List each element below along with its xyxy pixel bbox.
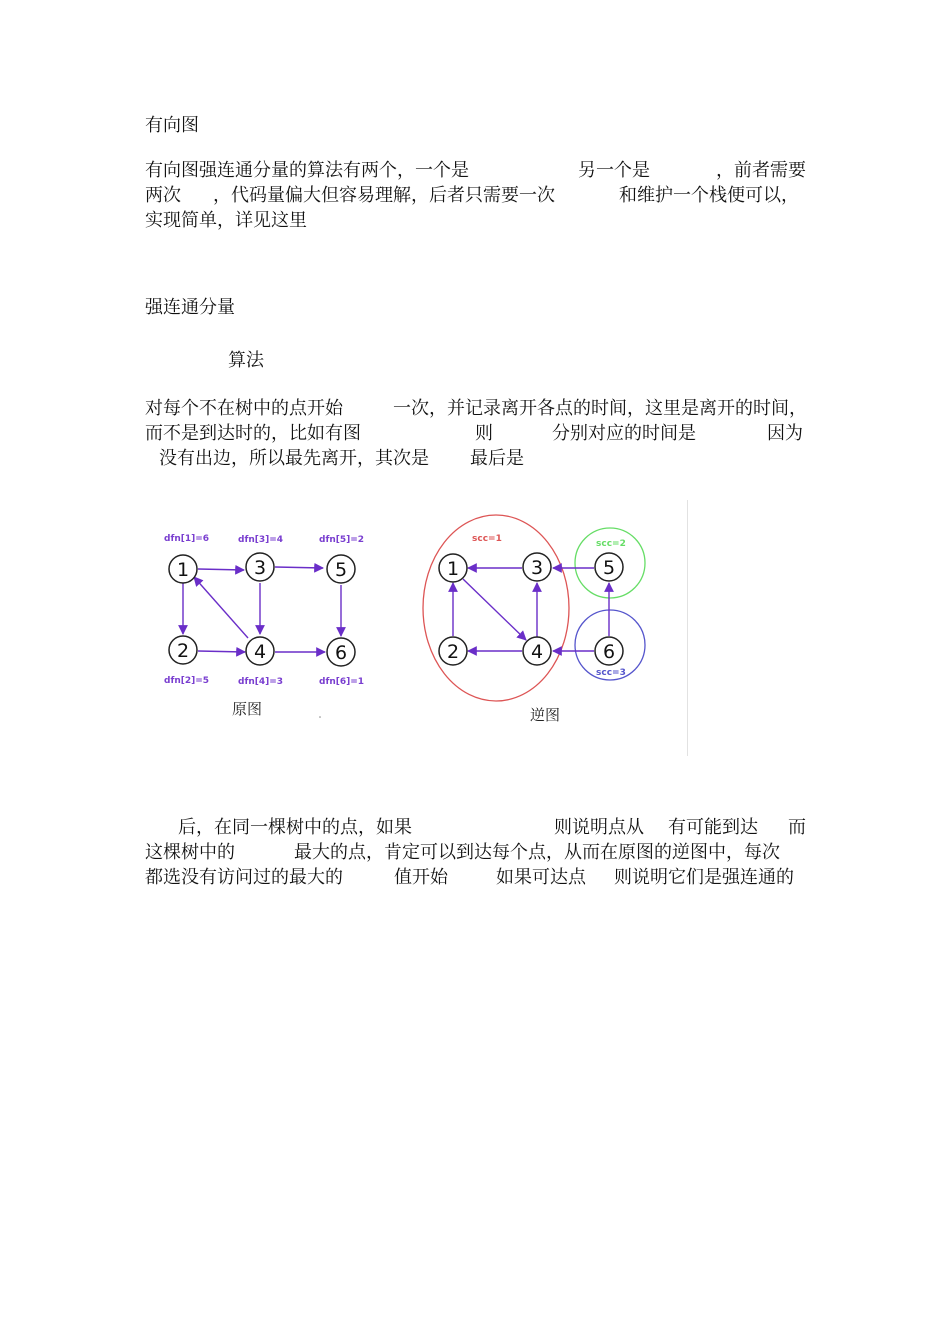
heading-scc: 强连通分量 [145, 297, 235, 318]
edge-3-5 [275, 567, 323, 568]
para2-line1-a: 对每个不在树中的点开始 [145, 398, 343, 419]
para2-line2-c: 分别对应的时间是 [552, 423, 696, 444]
para3-line2-a: 这棵树中的 [145, 842, 235, 863]
dfn-label-4: dfn[4]=3 [238, 677, 284, 687]
svg-text:6: 6 [602, 641, 616, 663]
node-3 [246, 553, 274, 581]
rnode-3 [523, 553, 551, 581]
heading-directed-graph: 有向图 [145, 115, 199, 136]
para2-line3-a: 没有出边，所以最先离开，其次是 [159, 448, 429, 469]
node-1 [169, 555, 197, 583]
para3-line3-c: 如果可达点 [496, 867, 586, 888]
svg-text:4: 4 [530, 641, 544, 663]
svg-text:5: 5 [334, 559, 348, 581]
rnode-6 [595, 637, 623, 665]
node-6 [327, 638, 355, 666]
para1-line2-a: 两次 [145, 185, 181, 206]
svg-text:3: 3 [253, 557, 267, 579]
redge-1-4 [463, 579, 526, 640]
para3-line1-a: 后，在同一棵树中的点，如果 [178, 817, 412, 838]
para3-line1-c: 有可能到达 [668, 817, 758, 838]
para2-line3-b: 最后是 [470, 448, 524, 469]
para3-line3-a: 都选没有访问过的最大的 [145, 867, 343, 888]
node-5 [327, 555, 355, 583]
para3-line1-b: 则说明点从 [554, 817, 644, 838]
para3-line3-d: 则说明它们是强连通的 [614, 867, 794, 888]
svg-text:4: 4 [253, 641, 267, 663]
rnode-4 [523, 637, 551, 665]
rnode-1 [439, 554, 467, 582]
node-2 [169, 636, 197, 664]
scc-label-1: scc=1 [472, 534, 502, 544]
heading-algorithm: 算法 [228, 350, 264, 371]
para1-line3: 实现简单，详见这里 [145, 210, 307, 231]
para2-line1-b: 一次，并记录离开各点的时间，这里是离开的时间， [393, 398, 807, 419]
edge-1-3 [198, 569, 244, 570]
svg-text:3: 3 [530, 557, 544, 579]
svg-text:1: 1 [446, 558, 460, 580]
para1-line2-c: 和维护一个栈便可以， [619, 185, 799, 206]
reverse-graph [423, 515, 645, 724]
para1-line1-a: 有向图强连通分量的算法有两个，一个是 [145, 160, 469, 181]
scc-label-2: scc=2 [596, 539, 626, 549]
para1-line1-c: ，前者需要 [716, 160, 806, 181]
svg-text:2: 2 [176, 640, 190, 662]
dfn-label-1: dfn[1]=6 [164, 534, 210, 544]
caption-original: 原图 [232, 700, 263, 718]
para2-line2-a: 而不是到达时的，比如有图 [145, 423, 361, 444]
svg-text:6: 6 [334, 642, 348, 664]
para1-line1-b: 另一个是 [578, 160, 650, 181]
dfn-label-5: dfn[5]=2 [319, 535, 365, 545]
para3-line2-b: 最大的点，肯定可以到达每个点，从而在原图的逆图中，每次 [294, 842, 780, 863]
scc-label-3: scc=3 [596, 668, 626, 678]
dfn-label-3: dfn[3]=4 [238, 535, 284, 545]
edge-2-4 [198, 651, 245, 652]
dfn-label-2: dfn[2]=5 [164, 676, 210, 686]
edge-4-1 [194, 577, 248, 638]
node-4 [246, 637, 274, 665]
para2-line2-b: 则 [475, 423, 493, 444]
original-graph [164, 534, 364, 718]
svg-text:1: 1 [176, 559, 190, 581]
graph-figure [150, 495, 690, 735]
rnode-5 [595, 553, 623, 581]
svg-text:5: 5 [602, 557, 616, 579]
para2-line2-d: 因为 [767, 423, 803, 444]
dfn-label-6: dfn[6]=1 [319, 677, 365, 687]
para1-line2-b: ，代码量偏大但容易理解，后者只需要一次 [213, 185, 555, 206]
para3-line3-b: 值开始 [394, 867, 448, 888]
rnode-2 [439, 637, 467, 665]
caption-reverse: 逆图 [530, 706, 561, 724]
para3-line1-d: 而 [788, 817, 806, 838]
svg-text:2: 2 [446, 641, 460, 663]
